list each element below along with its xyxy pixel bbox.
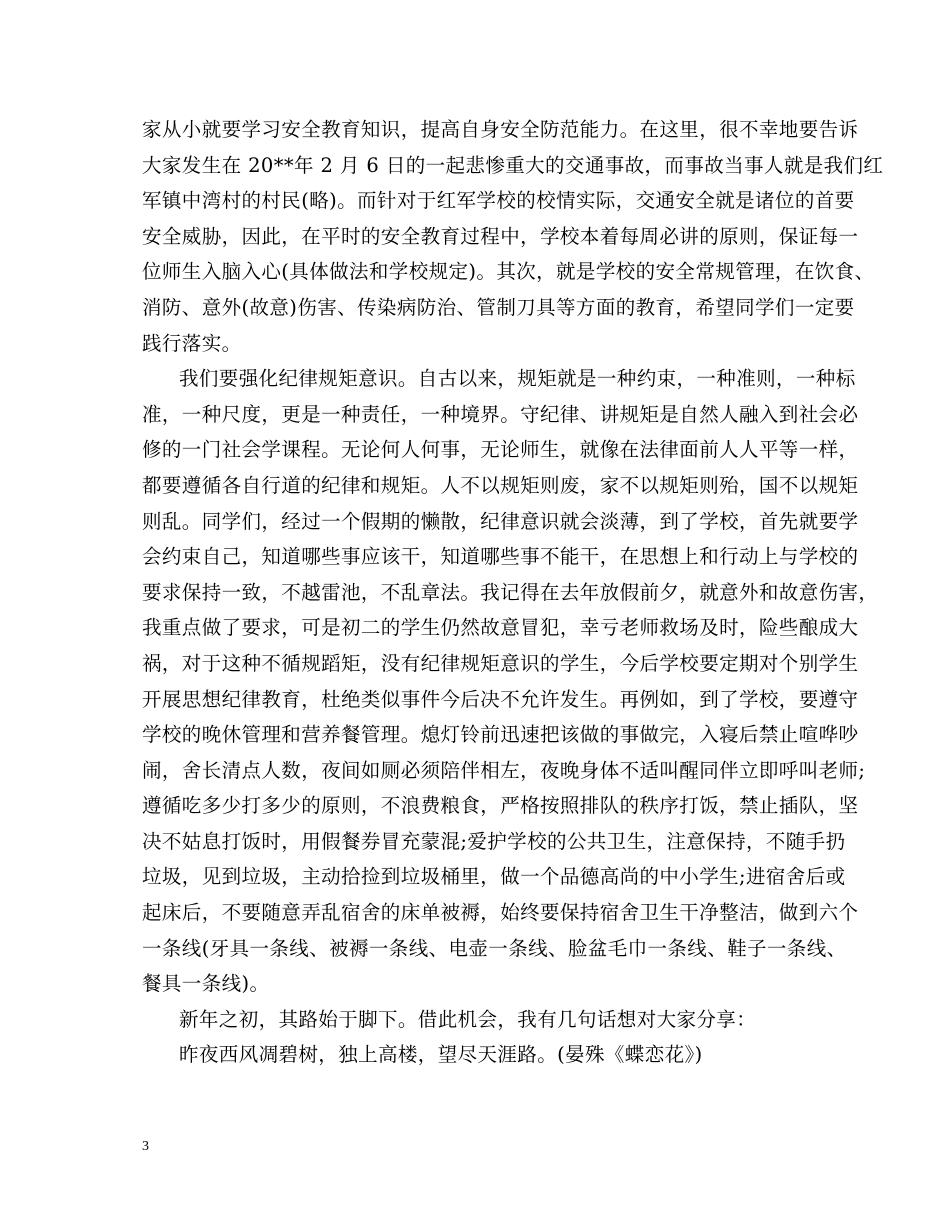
text-line: 学校的晚休管理和营养餐管理。熄灯铃前迅速把该做的事做完，入寝后禁止喧哗吵 — [142, 723, 859, 747]
body-text — [142, 112, 884, 1073]
text-line: 践行落实。 — [142, 331, 242, 355]
text-line: 修的一门社会学课程。无论何人何事，无论师生，就像在法律面前人人平等一样， — [142, 438, 859, 462]
text-line: 大家发生在 20**年 2 月 6 日的一起悲惨重大的交通事故，而事故当事人就是我们红 — [142, 153, 884, 177]
text-line: 我们要强化纪律规矩意识。自古以来，规矩就是一种约束，一种准则，一种标 — [179, 367, 856, 391]
text-line: 军镇中湾村的村民(略)。而针对于红军学校的校情实际，交通安全就是诸位的首要 — [142, 189, 855, 213]
text-line: 都要遵循各自行道的纪律和规矩。人不以规矩则废，家不以规矩则殆，国不以规矩 — [142, 473, 859, 497]
text-line: 餐具一条线)。 — [142, 972, 270, 996]
text-line: 家从小就要学习安全教育知识，提高自身安全防范能力。在这里，很不幸地要告诉 — [142, 118, 859, 141]
text-line: 垃圾，见到垃圾，主动拾捡到垃圾桶里，做一个品德高尚的中小学生;进宿舍后或 — [142, 865, 846, 889]
text-line: 我重点做了要求，可是初二的学生仍然故意冒犯，幸亏老师救场及时，险些酿成大 — [142, 616, 859, 640]
text-line: 昨夜西风凋碧树，独上高楼，望尽天涯路。(晏殊《蝶恋花》) — [179, 1043, 703, 1067]
text-line: 开展思想纪律教育，杜绝类似事件今后决不允许发生。再例如，到了学校，要遵守 — [142, 687, 859, 711]
text-line: 新年之初，其路始于脚下。借此机会，我有几句话想对大家分享： — [179, 1007, 757, 1031]
text-line: 准，一种尺度，更是一种责任，一种境界。守纪律、讲规矩是自然人融入到社会必 — [142, 402, 859, 426]
text-line: 要求保持一致，不越雷池，不乱章法。我记得在去年放假前夕，就意外和故意伤害， — [142, 580, 879, 604]
text-line: 决不姑息打饭时，用假餐券冒充蒙混;爱护学校的公共卫生，注意保持，不随手扔 — [142, 829, 846, 853]
text-line: 祸，对于这种不循规蹈矩，没有纪律规矩意识的学生，今后学校要定期对个别学生 — [142, 651, 859, 675]
text-line: 会约束自己，知道哪些事应该干，知道哪些事不能干，在思想上和行动上与学校的 — [142, 545, 859, 569]
text-line: 安全威胁，因此，在平时的安全教育过程中，学校本着每周必讲的原则，保证每一 — [142, 224, 859, 248]
text-line: 消防、意外(故意)伤害、传染病防治、管制刀具等方面的教育，希望同学们一定要 — [142, 295, 855, 319]
text-line: 位师生入脑入心(具体做法和学校规定)。其次，就是学校的安全常规管理，在饮食、 — [142, 260, 875, 284]
text-line: 则乱。同学们，经过一个假期的懒散，纪律意识就会淡薄，到了学校，首先就要学 — [142, 509, 859, 533]
text-line: 一条线(牙具一条线、被褥一条线、电壶一条线、脸盆毛巾一条线、鞋子一条线、 — [142, 936, 847, 960]
text-line: 遵循吃多少打多少的原则，不浪费粮食，严格按照排队的秩序打饭，禁止插队，坚 — [142, 794, 859, 818]
text-line: 闹，舍长清点人数，夜间如厕必须陪伴相左，夜晚身体不适叫醒同伴立即呼叫老师; — [142, 758, 866, 782]
page-number: 3 — [142, 1139, 149, 1154]
text-line: 起床后，不要随意弄乱宿舍的床单被褥，始终要保持宿舍卫生干净整洁，做到六个 — [142, 901, 859, 925]
